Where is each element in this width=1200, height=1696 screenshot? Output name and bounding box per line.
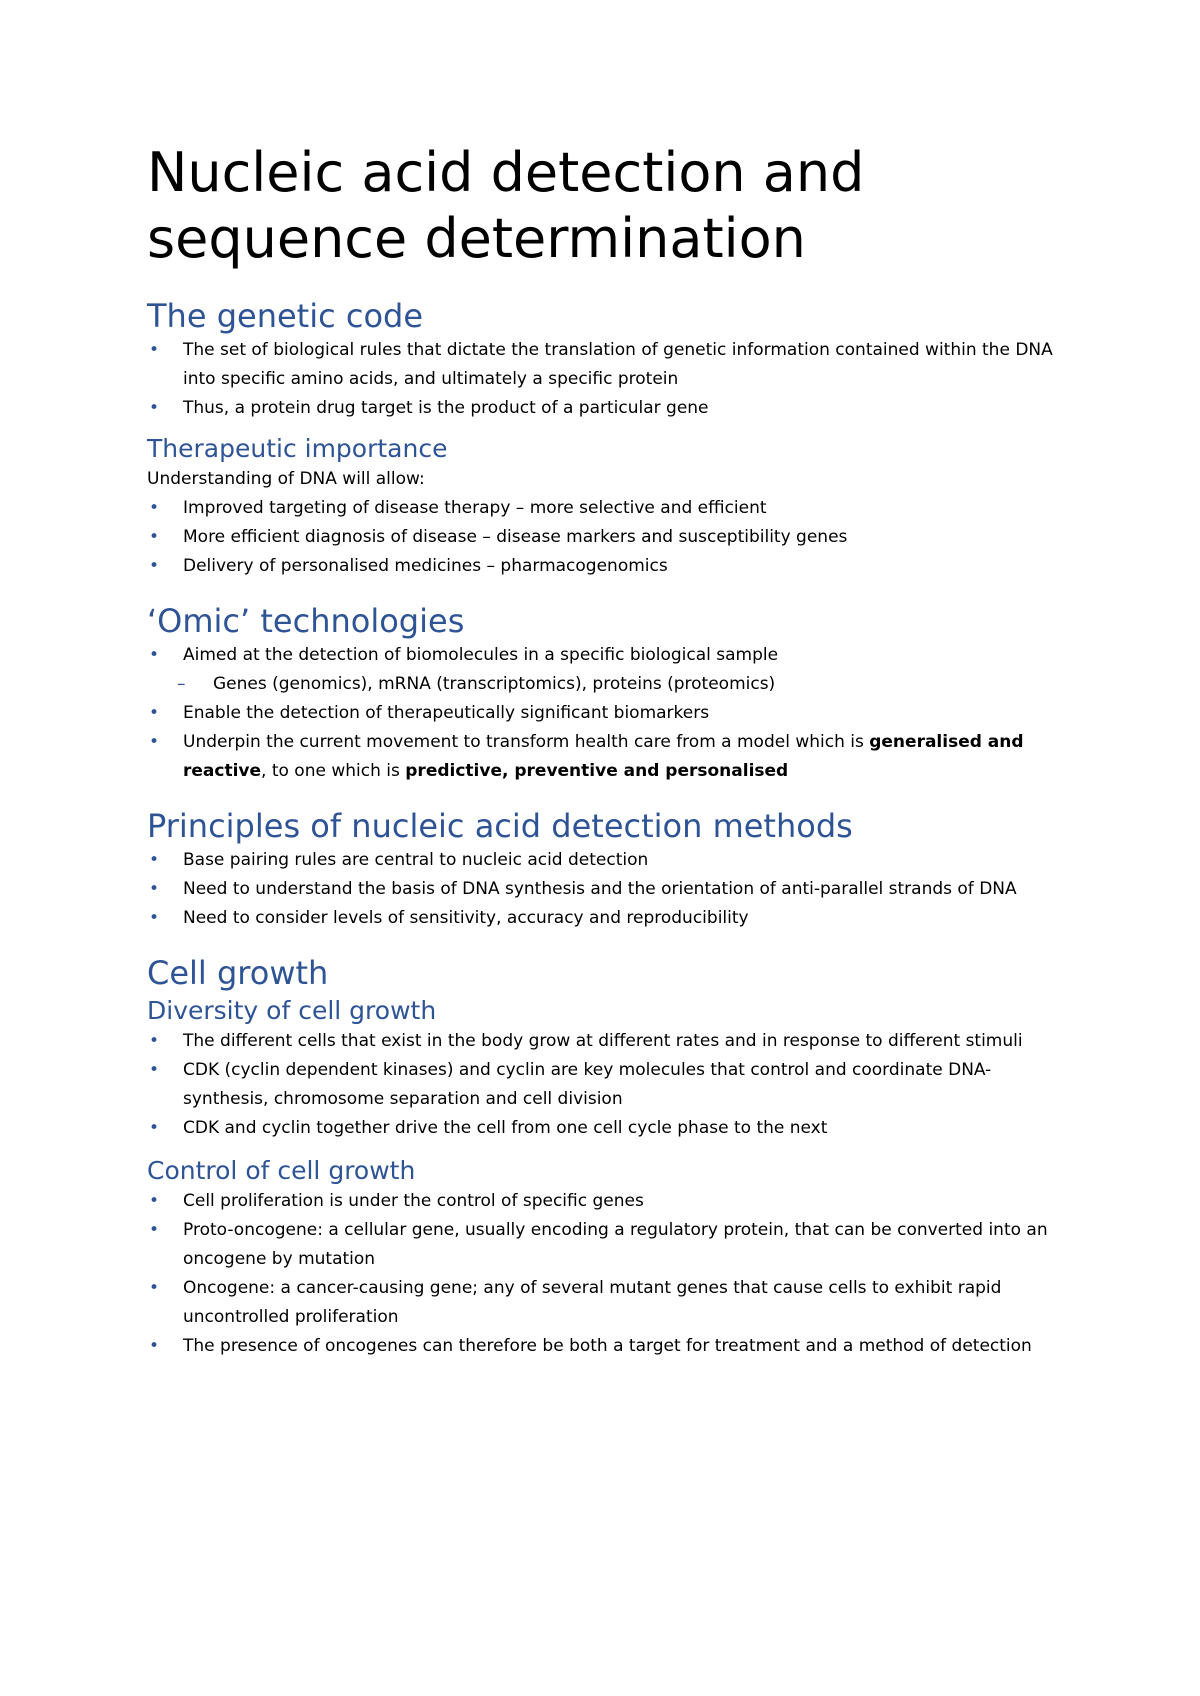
bullet-icon: • — [149, 732, 160, 752]
list-item: • Delivery of personalised medicines – pharmacogenomics — [147, 552, 1067, 581]
list-item: • Need to consider levels of sensitivity, accuracy and reproducibility — [147, 904, 1067, 933]
therapeutic-intro: Understanding of DNA will allow: — [147, 469, 425, 489]
list-item: • CDK (cyclin dependent kinases) and cyclin are key molecules that control and coordinate DNA-synthesis, chromosome separation and cell division — [147, 1056, 1067, 1114]
list-item: • Improved targeting of disease therapy – more selective and efficient — [147, 494, 1067, 523]
bullet-icon: • — [149, 850, 160, 870]
list-omic — [147, 641, 1067, 786]
bullet-icon: • — [149, 1118, 160, 1138]
bullet-icon: • — [149, 1191, 160, 1211]
list-diversity — [147, 1027, 1067, 1143]
heading-control-of-cell-growth: Control of cell growth — [147, 1156, 416, 1185]
list-item: • Thus, a protein drug target is the product of a particular gene — [147, 394, 1067, 423]
sub-list-item: – Genes (genomics), mRNA (transcriptomics), proteins (proteomics) — [147, 670, 1067, 699]
bullet-icon: • — [149, 1031, 160, 1051]
list-item: • Cell proliferation is under the control of specific genes — [147, 1187, 1067, 1216]
bold-text: generalised and reactive — [183, 732, 1024, 781]
heading-therapeutic-importance: Therapeutic importance — [147, 434, 448, 463]
list-item: • More efficient diagnosis of disease – disease markers and susceptibility genes — [147, 523, 1067, 552]
list-item: • The different cells that exist in the body grow at different rates and in response to different stimuli — [147, 1027, 1067, 1056]
list-control — [147, 1187, 1067, 1361]
heading-omic-technologies: ‘Omic’ technologies — [147, 602, 465, 640]
list-item: • Aimed at the detection of biomolecules in a specific biological sample — [147, 641, 1067, 670]
bullet-icon: • — [149, 1060, 160, 1080]
bullet-icon: • — [149, 1336, 160, 1356]
bullet-icon: • — [149, 879, 160, 899]
list-item: • The set of biological rules that dictate the translation of genetic information contained within the DNA into specific amino acids, and ultimately a specific protein — [147, 336, 1067, 394]
dash-bullet-icon: – — [177, 674, 186, 694]
heading-cell-growth: Cell growth — [147, 954, 329, 992]
list-item: • CDK and cyclin together drive the cell from one cell cycle phase to the next — [147, 1114, 1067, 1143]
list-genetic-code — [147, 336, 1067, 423]
bullet-icon: • — [149, 908, 160, 928]
heading-principles: Principles of nucleic acid detection methods — [147, 807, 853, 845]
bold-text: predictive, preventive and personalised — [405, 761, 789, 781]
list-item: • Base pairing rules are central to nucleic acid detection — [147, 846, 1067, 875]
document-title: Nucleic acid detection and sequence determination — [147, 141, 865, 270]
list-principles — [147, 846, 1067, 933]
list-item: • Enable the detection of therapeutically significant biomarkers — [147, 699, 1067, 728]
list-item: • Oncogene: a cancer-causing gene; any of several mutant genes that cause cells to exhibit rapid uncontrolled proliferation — [147, 1274, 1067, 1332]
list-item: • Need to understand the basis of DNA synthesis and the orientation of anti-parallel strands of DNA — [147, 875, 1067, 904]
list-item: • Proto-oncogene: a cellular gene, usually encoding a regulatory protein, that can be converted into an oncogene by mutation — [147, 1216, 1067, 1274]
bullet-icon: • — [149, 340, 160, 360]
bullet-icon: • — [149, 1278, 160, 1298]
bullet-icon: • — [149, 556, 160, 576]
document-page — [147, 140, 1067, 1361]
bullet-icon: • — [149, 498, 160, 518]
heading-diversity-of-cell-growth: Diversity of cell growth — [147, 996, 437, 1025]
list-item: • The presence of oncogenes can therefore be both a target for treatment and a method of detection — [147, 1332, 1067, 1361]
list-item: • Underpin the current movement to transform health care from a model which is generalised and reactive, to one which is predictive, preventive and personalised — [147, 728, 1067, 786]
bullet-icon: • — [149, 398, 160, 418]
list-therapeutic — [147, 494, 1067, 581]
bullet-icon: • — [149, 703, 160, 723]
bullet-icon: • — [149, 527, 160, 547]
heading-genetic-code: The genetic code — [147, 297, 424, 335]
bullet-icon: • — [149, 1220, 160, 1240]
bullet-icon: • — [149, 645, 160, 665]
